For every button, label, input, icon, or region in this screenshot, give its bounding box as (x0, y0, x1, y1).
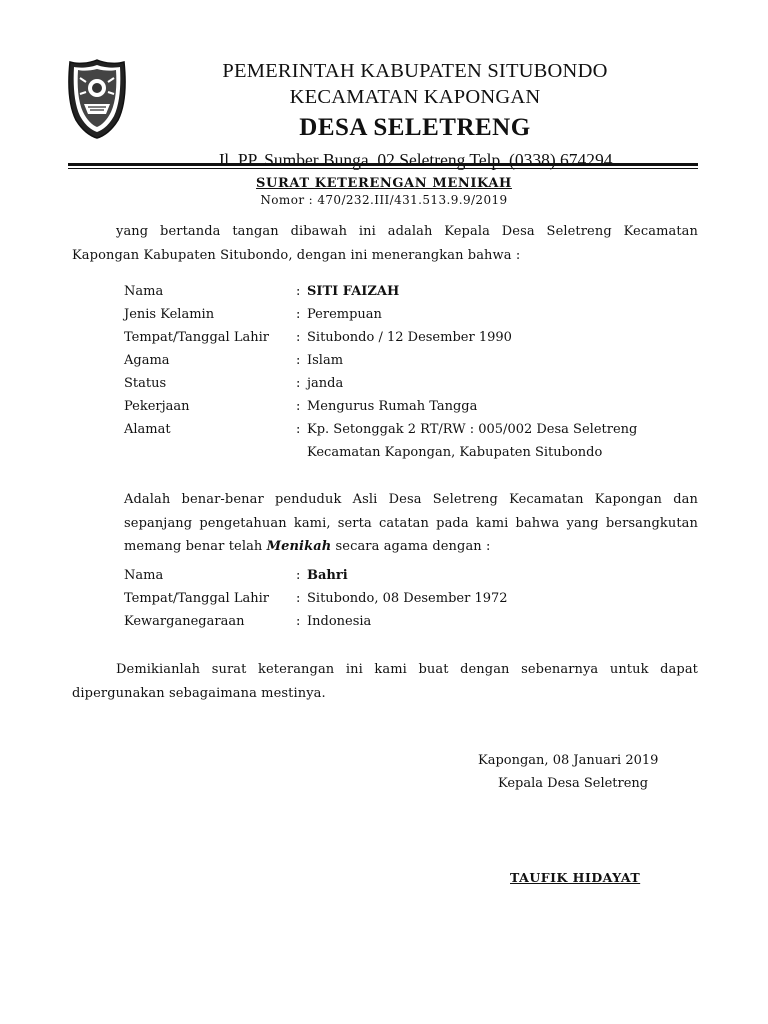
field-label: Kewarganegaraan (124, 614, 245, 629)
letterhead-rule-thick (68, 163, 698, 166)
field-colon: : (296, 399, 301, 414)
field-value-continued: Kecamatan Kapongan, Kabupaten Situbondo (307, 445, 603, 460)
letterhead-government: PEMERINTAH KABUPATEN SITUBONDO (222, 60, 608, 82)
field-value: SITI FAIZAH (307, 284, 400, 299)
letterhead (110, 58, 720, 173)
statement-paragraph (124, 488, 698, 559)
signature-name: TAUFIK HIDAYAT (510, 870, 641, 885)
field-label: Agama (124, 353, 170, 368)
field-colon: : (296, 376, 301, 391)
field-value: Mengurus Rumah Tangga (307, 399, 478, 414)
field-colon: : (296, 568, 301, 583)
field-label: Tempat/Tanggal Lahir (124, 591, 269, 606)
field-colon: : (296, 614, 301, 629)
field-colon: : (296, 422, 301, 437)
field-value: Perempuan (307, 307, 382, 322)
closing-paragraph: Demikianlah surat keterangan ini kami buat dengan sebenarnya untuk dapat dipergunakan sebagaimana mestinya. (72, 662, 698, 701)
signature-place-date: Kapongan, 08 Januari 2019 (478, 753, 659, 768)
field-value: Kp. Setonggak 2 RT/RW : 005/002 Desa Seletreng (307, 422, 638, 437)
letterhead-rule-thin (68, 168, 698, 169)
letterhead-village: DESA SELETRENG (299, 114, 531, 141)
statement-text: Adalah benar-benar penduduk Asli Desa Seletreng Kecamatan Kapongan dan sepanjang pengetahuan kami, serta catatan pada kami bahwa yang bersangkutan memang benar telah (124, 492, 698, 554)
statement-text-end: secara agama dengan : (331, 539, 491, 554)
field-label: Alamat (124, 422, 171, 437)
field-value: Bahri (307, 568, 348, 583)
field-value: Situbondo, 08 Desember 1972 (307, 591, 508, 606)
letterhead-district: KECAMATAN KAPONGAN (289, 86, 541, 108)
field-colon: : (296, 284, 301, 299)
field-value: Situbondo / 12 Desember 1990 (307, 330, 512, 345)
intro-paragraph: yang bertanda tangan dibawah ini adalah Kepala Desa Seletreng Kecamatan Kapongan Kabupaten Situbondo, dengan ini menerangkan bahwa : (72, 224, 698, 263)
field-label: Pekerjaan (124, 399, 190, 414)
field-label: Status (124, 376, 167, 391)
signature-position: Kepala Desa Seletreng (498, 776, 649, 791)
field-value: janda (307, 376, 344, 391)
field-colon: : (296, 307, 301, 322)
statement-emphasis: Menikah (266, 539, 332, 554)
letter-title: SURAT KETERENGAN MENIKAH (256, 176, 512, 191)
field-colon: : (296, 591, 301, 606)
field-label: Nama (124, 568, 164, 583)
field-value: Indonesia (307, 614, 372, 629)
field-colon: : (296, 330, 301, 345)
letterhead-address: Jl. PP. Sumber Bunga. 02 Seletreng Telp. (0338) 674294 (217, 150, 613, 170)
field-label: Nama (124, 284, 164, 299)
field-value: Islam (307, 353, 344, 368)
field-colon: : (296, 353, 301, 368)
field-label: Jenis Kelamin (124, 307, 215, 322)
letter-number: Nomor : 470/232.III/431.513.9.9/2019 (260, 193, 508, 207)
field-label: Tempat/Tanggal Lahir (124, 330, 269, 345)
